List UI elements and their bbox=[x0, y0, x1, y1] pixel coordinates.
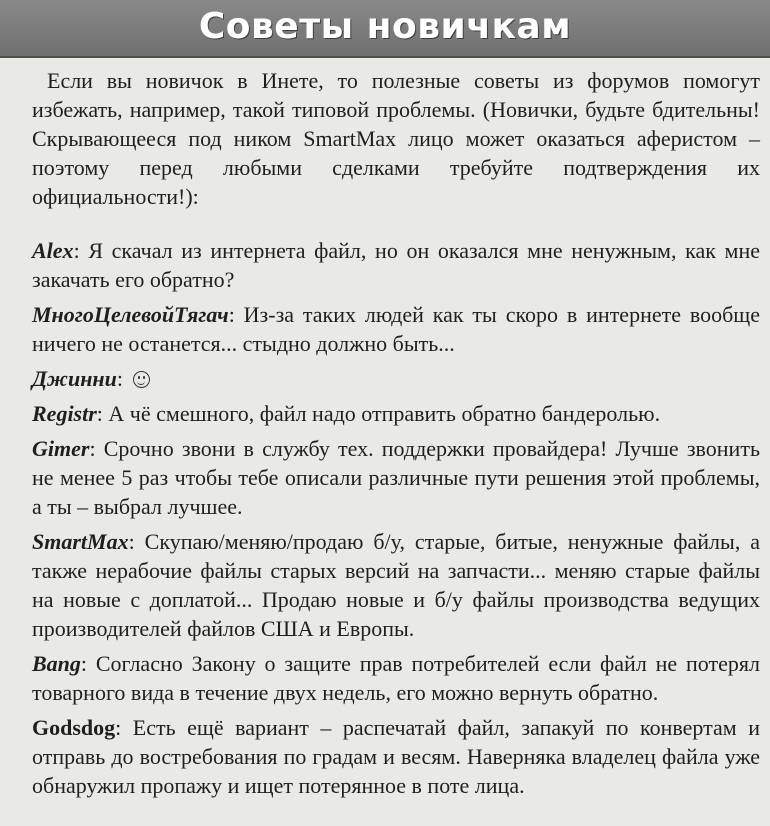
post-author: Registr bbox=[32, 401, 97, 426]
post-author: SmartMax bbox=[32, 529, 129, 554]
post-dzhinni: Джинни: bbox=[32, 364, 760, 393]
page-title: Советы новичкам bbox=[198, 6, 572, 47]
post-bang: Bang: Согласно Закону о защите прав потребителей если файл не потерял товарного вида в течение двух недель, его можно вернуть обратно. bbox=[32, 651, 760, 705]
smiley-icon bbox=[133, 371, 150, 388]
post-author: Alex bbox=[32, 238, 74, 263]
title-bar bbox=[0, 0, 770, 58]
post-author: Gimer bbox=[32, 436, 90, 461]
post-text: Есть ещё вариант – распечатай файл, запакуй по конвертам и отправь до востребования по градам и весям. Наверняка владелец файла уже обнаружил пропажу и ищет потерянное в поте лица. bbox=[32, 715, 760, 798]
forum-dialog bbox=[32, 236, 760, 806]
post-text: Из-за таких людей как ты скоро в интернете вообще ничего не останется... стыдно должно быть... bbox=[32, 302, 760, 356]
post-text: А чё смешного, файл надо отправить обратно бандеролью. bbox=[108, 401, 661, 426]
post-author: Godsdog bbox=[32, 715, 116, 740]
intro-paragraph: Если вы новичок в Инете, то полезные советы из форумов помогут избежать, например, такой типовой проблемы. (Новички, будьте бдительны! Скрывающееся под ником SmartMax лицо может оказаться аферистом – поэтому перед любыми сделками требуйте подтверждения их официальности!): bbox=[32, 68, 760, 209]
intro-block bbox=[32, 66, 760, 211]
post-godsdog: Godsdog: Есть ещё вариант – распечатай файл, запакуй по конвертам и отправь до востребования по градам и весям. Наверняка владелец файла уже обнаружил пропажу и ищет потерянное в поте лица. bbox=[32, 715, 760, 798]
post-text: Скупаю/меняю/продаю б/у, старые, битые, ненужные файлы, а также нерабочие файлы старых версий на запчасти... меняю старые файлы на новые с доплатой... Продаю новые и б/у файлы производства ведущих производителей файлов США и Европы. bbox=[32, 529, 761, 641]
post-text: Я скачал из интернета файл, но он оказался мне ненужным, как мне закачать его обратно? bbox=[32, 238, 760, 292]
post-author: Джинни bbox=[32, 366, 117, 391]
post-registr: Registr: А чё смешного, файл надо отправить обратно бандеролью. bbox=[32, 401, 661, 426]
post-author: МногоЦелевойТягач bbox=[32, 302, 229, 327]
post-alex: Alex: Я скачал из интернета файл, но он оказался мне ненужным, как мне закачать его обратно? bbox=[32, 238, 760, 292]
post-text: Срочно звони в службу тех. поддержки провайдера! Лучше звонить не менее 5 раз чтобы тебе описали различные пути решения этой проблемы, а ты – выбрал лучшее. bbox=[32, 436, 760, 519]
post-mnogo: МногоЦелевойТягач: Из-за таких людей как ты скоро в интернете вообще ничего не останется... стыдно должно быть... bbox=[32, 302, 760, 356]
post-author: Bang bbox=[32, 651, 81, 676]
post-gimer: Gimer: Срочно звони в службу тех. поддержки провайдера! Лучше звонить не менее 5 раз чтобы тебе описали различные пути решения этой проблемы, а ты – выбрал лучшее. bbox=[32, 436, 760, 519]
post-smartmax: SmartMax: Скупаю/меняю/продаю б/у, старые, битые, ненужные файлы, а также нерабочие файлы старых версий на запчасти... меняю старые файлы на новые с доплатой... Продаю новые и б/у файлы производства ведущих производителей файлов США и Европы. bbox=[32, 529, 761, 641]
post-text: Согласно Закону о защите прав потребителей если файл не потерял товарного вида в течение двух недель, его можно вернуть обратно. bbox=[32, 651, 760, 705]
